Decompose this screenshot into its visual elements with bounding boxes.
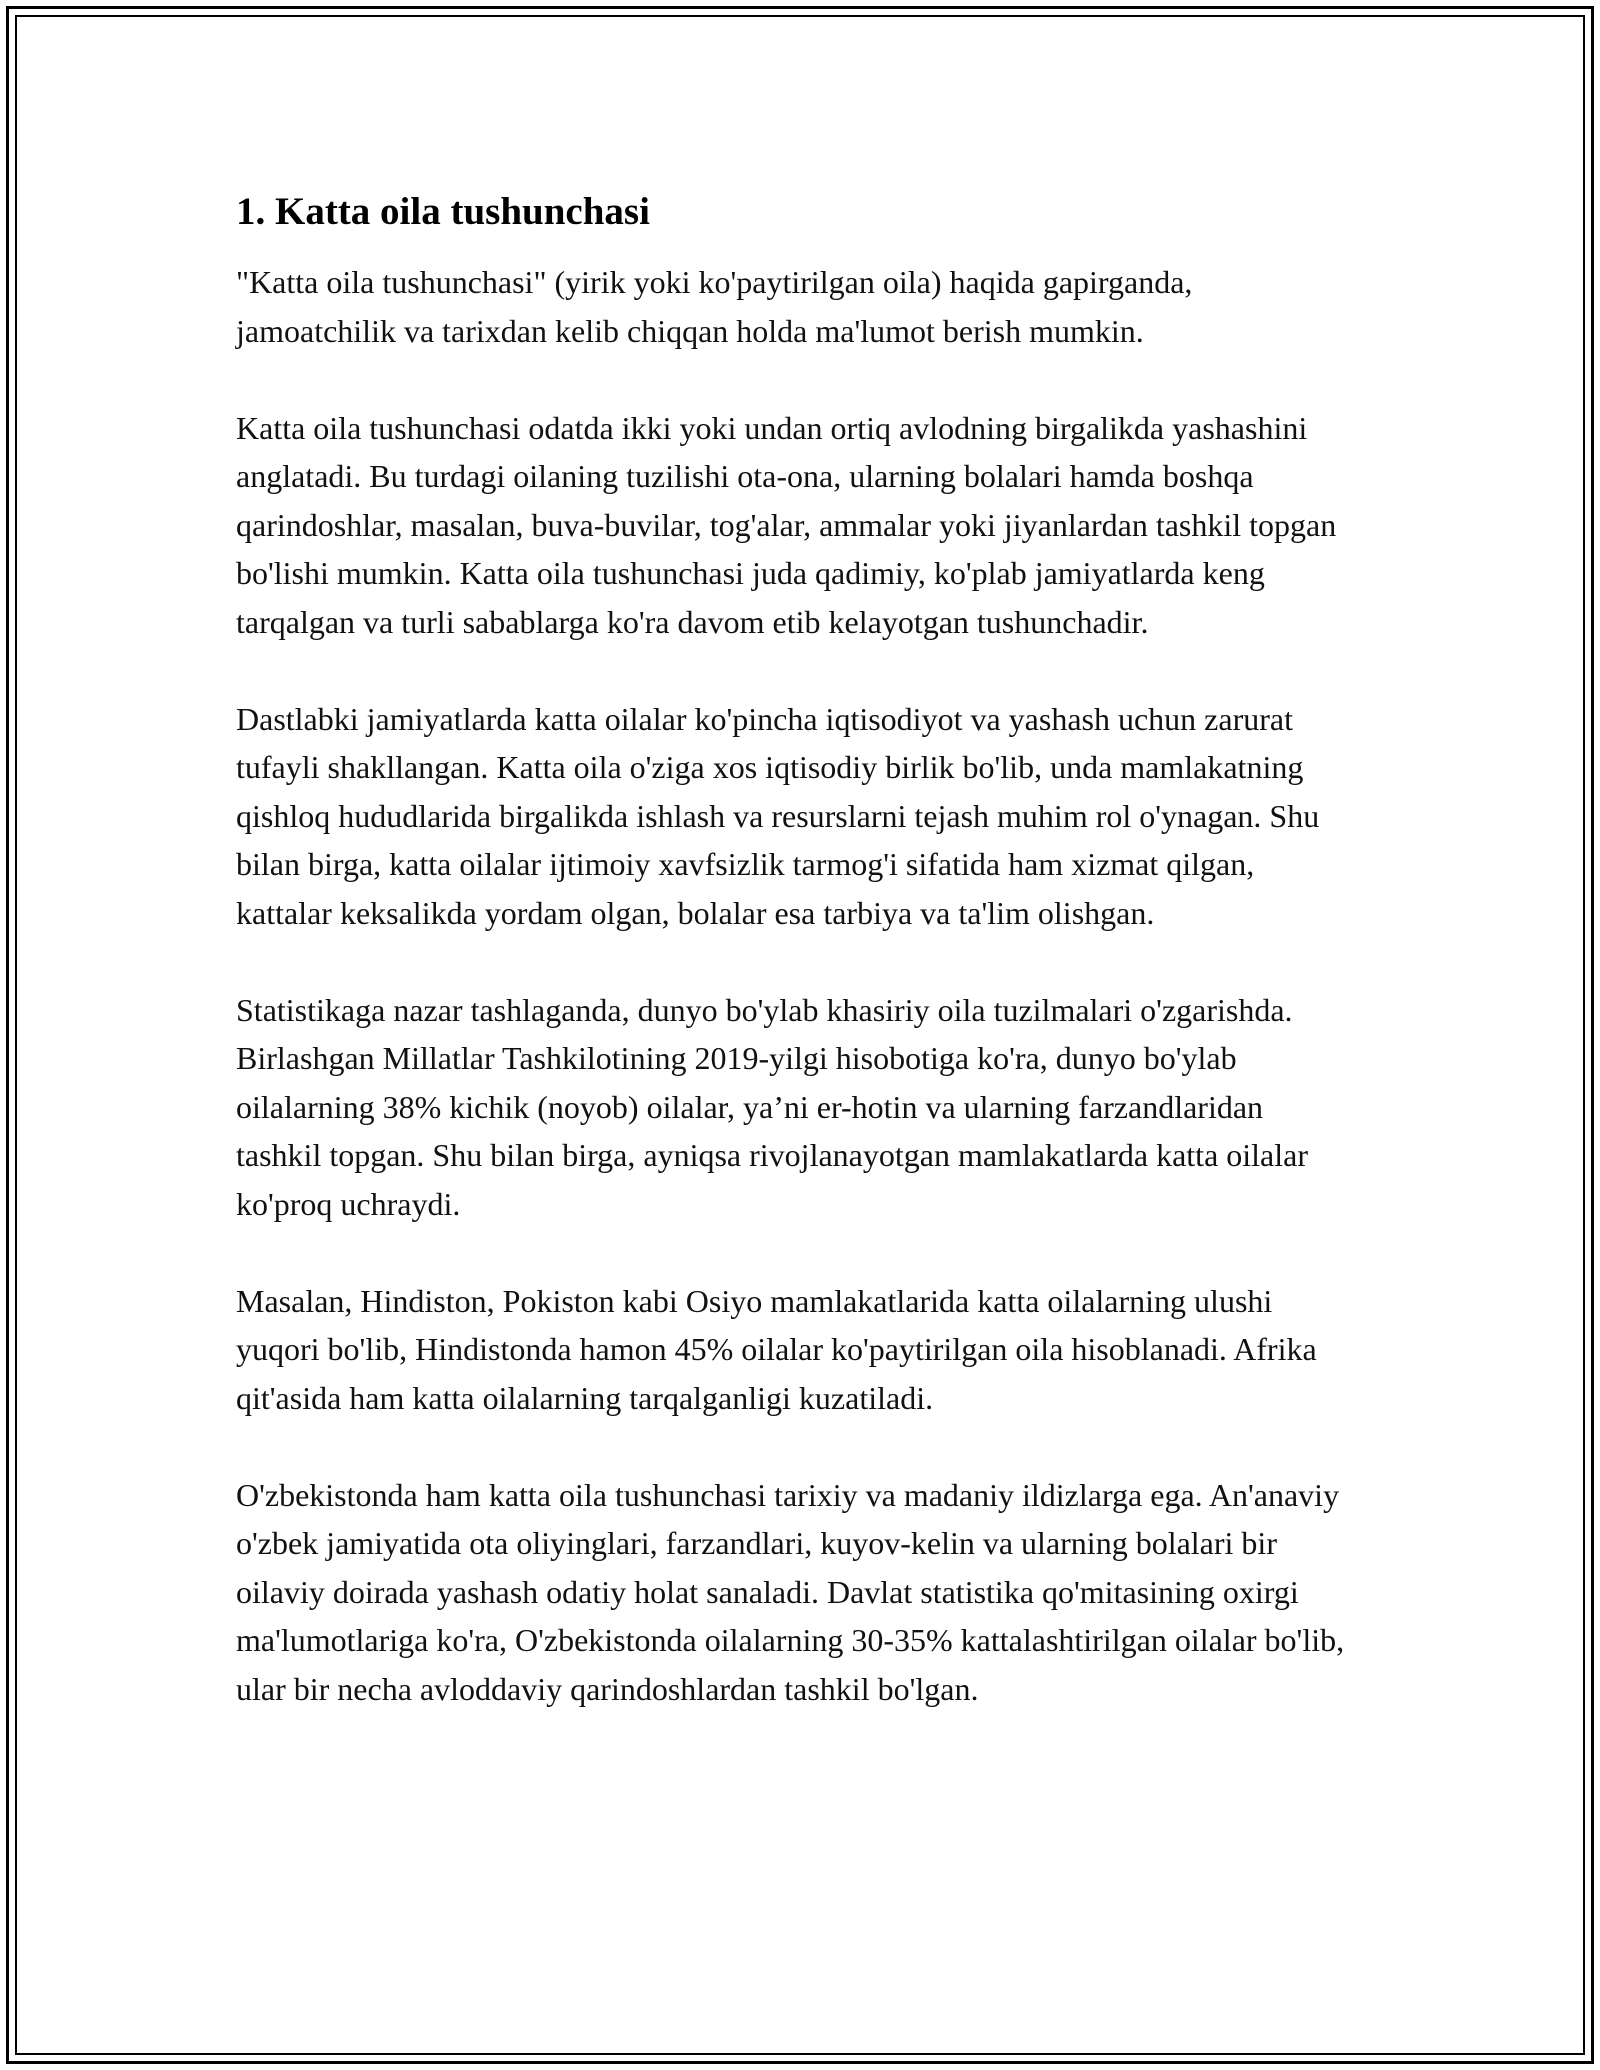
document-body (236, 186, 1356, 1713)
paragraph-uzbekistan: O'zbekistonda ham katta oila tushunchasi tarixiy va madaniy ildizlarga ega. An'anaviy o'zbek jamiyatida ota oliyinglari, farzandlari, kuyov-kelin va ularning bolalari bir oilaviy doirada yashash odatiy holat sanaladi. Davlat statistika qo'mitasining oxirgi ma'lumotlariga ko'ra, O'zbekistonda oilalarning 30-35% kattalashtirilgan oilalar bo'lib, ular bir necha avloddaviy qarindoshlardan tashkil bo'lgan. (236, 1476, 1345, 1707)
paragraph-definition: Katta oila tushunchasi odatda ikki yoki undan ortiq avlodning birgalikda yashashini anglatadi. Bu turdagi oilaning tuzilishi ota-ona, ularning bolalari hamda boshqa qarindoshlar, masalan, buva-buvilar, tog'alar, ammalar yoki jiyanlardan tashkil topgan bo'lishi mumkin. Katta oila tushunchasi juda qadimiy, ko'plab jamiyatlarda keng tarqalgan va turli sabablarga ko'ra davom etib kelayotgan tushunchadir. (236, 409, 1337, 640)
section-heading: 1. Katta oila tushunchasi (236, 190, 650, 233)
paragraph-history: Dastlabki jamiyatlarda katta oilalar ko'pincha iqtisodiyot va yashash uchun zarurat tufayli shakllangan. Katta oila o'ziga xos iqtisodiy birlik bo'lib, unda mamlakatning qishloq hududlarida birgalikda ishlash va resurslarni tejash muhim rol o'ynagan. Shu bilan birga, katta oilalar ijtimoiy xavfsizlik tarmog'i sifatida ham xizmat qilgan, kattalar keksalikda yordam olgan, bolalar esa tarbiya va ta'lim olishgan. (236, 700, 1320, 931)
paragraph-statistics: Statistikaga nazar tashlaganda, dunyo bo'ylab khasiriy oila tuzilmalari o'zgarishda. Birlashgan Millatlar Tashkilotining 2019-yilgi hisobotiga ko'ra, dunyo bo'ylab oilalarning 38% kichik (noyob) oilalar, ya’ni er-hotin va ularning farzandlaridan tashkil topgan. Shu bilan birga, ayniqsa rivojlanayotgan mamlakatlarda katta oilalar ko'proq uchraydi. (236, 991, 1308, 1222)
paragraph-asia-africa: Masalan, Hindiston, Pokiston kabi Osiyo mamlakatlarida katta oilalarning ulushi yuqori bo'lib, Hindistonda hamon 45% oilalar ko'paytirilgan oila hisoblanadi. Afrika qit'asida ham katta oilalarning tarqalganligi kuzatiladi. (236, 1282, 1317, 1416)
paragraph-intro: "Katta oila tushunchasi" (yirik yoki ko'paytirilgan oila) haqida gapirganda, jamoatchilik va tarixdan kelib chiqqan holda ma'lumot berish mumkin. (236, 264, 1193, 349)
